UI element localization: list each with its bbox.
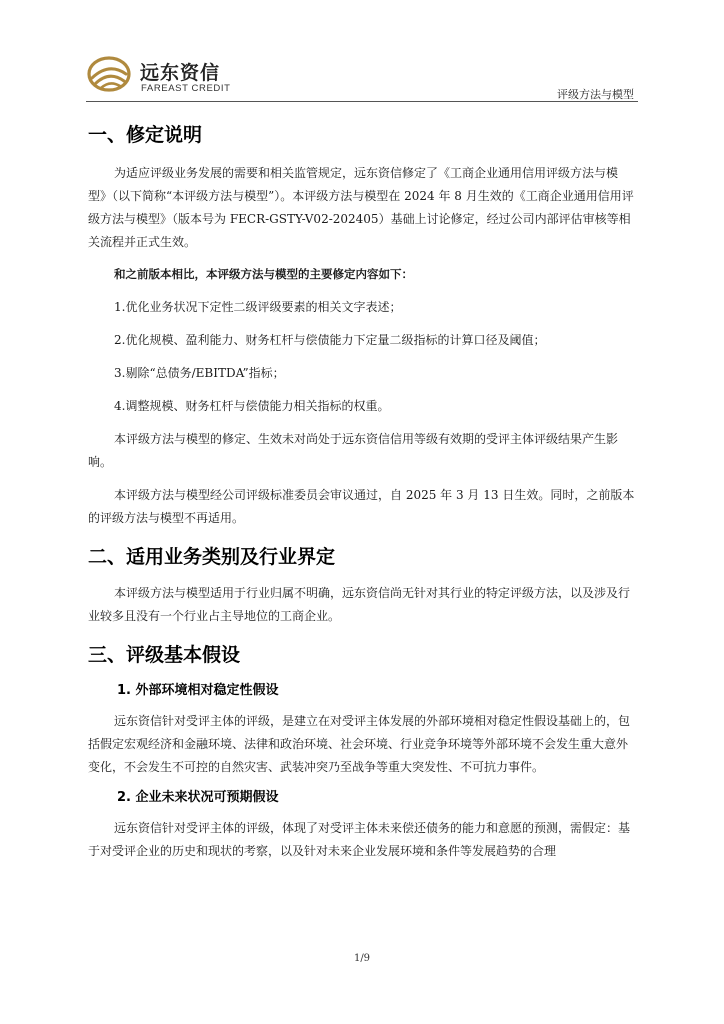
subsection-title-external-environment: 1. 外部环境相对稳定性假设 [117,683,279,698]
header-divider [86,101,638,102]
paragraph-scope: 本评级方法与模型适用于行业归属不明确，远东资信尚无针对其行业的特定评级方法，以及涉及行业较多且没有一个行业占主导地位的工商企业。 [88,586,631,623]
page-header [86,52,638,102]
revision-item-1: 1.优化业务状况下定性二级评级要素的相关文字表述； [114,300,402,314]
brand-name-en: FAREAST CREDIT [141,83,231,94]
paragraph-future-predictability: 远东资信针对受评主体的评级，体现了对受评主体未来偿还债务的能力和意愿的预测，需假定：基于对受评企业的历史和现状的考察，以及针对未来企业发展环境和条件等发展趋势的合理 [88,821,631,858]
section-title-assumptions: 三、评级基本假设 [88,644,241,666]
paragraph-revision-effective-date: 本评级方法与模型经公司评级标准委员会审议通过，自 2025 年 3 月 13 日生效。同时，之前版本的评级方法与模型不再适用。 [88,488,635,525]
section-title-revision: 一、修定说明 [88,124,203,146]
paragraph-revision-summary: 和之前版本相比，本评级方法与模型的主要修定内容如下： [114,267,413,281]
fareast-credit-logo-icon [86,54,132,94]
revision-item-2: 2.优化规模、盈利能力、财务杠杆与偿债能力下定量二级指标的计算口径及阈值； [114,333,546,347]
document-body [88,118,636,863]
paragraph-external-environment: 远东资信针对受评主体的评级，是建立在对受评主体发展的外部环境相对稳定性假设基础上的，包括假定宏观经济和金融环境、法律和政治环境、社会环境、行业竞争环境等外部环境不会发生重大意外变化，不会发生不可控的自然灾害、武装冲突乃至战争等重大突发性、不可抗力事件。 [88,714,631,774]
document-title: 评级方法与模型 [557,88,634,101]
paragraph-revision-intro: 为适应评级业务发展的需要和相关监管规定，远东资信修定了《工商企业通用信用评级方法与模型》（以下简称“本评级方法与模型”）。本评级方法与模型在 2024 年 8 月生效的《工商企业通用信用评级方法与模型》（版本号为 FECR-GSTY-V02-202405）基础上讨论修定，经过公司内部评估审核等相关流程并正式生效。 [88,166,634,249]
subsection-title-future-predictability: 2. 企业未来状况可预期假设 [117,790,279,805]
brand-name-cn: 远东资信 [140,62,221,84]
paragraph-revision-effect: 本评级方法与模型的修定、生效未对尚处于远东资信信用等级有效期的受评主体评级结果产生影响。 [88,432,619,469]
page-number: 1/9 [353,953,371,964]
section-title-scope: 二、适用业务类别及行业界定 [88,546,336,568]
revision-item-3: 3.剔除“总债务/EBITDA”指标； [114,366,285,380]
revision-item-4: 4.调整规模、财务杠杆与偿债能力相关指标的权重。 [114,399,390,413]
